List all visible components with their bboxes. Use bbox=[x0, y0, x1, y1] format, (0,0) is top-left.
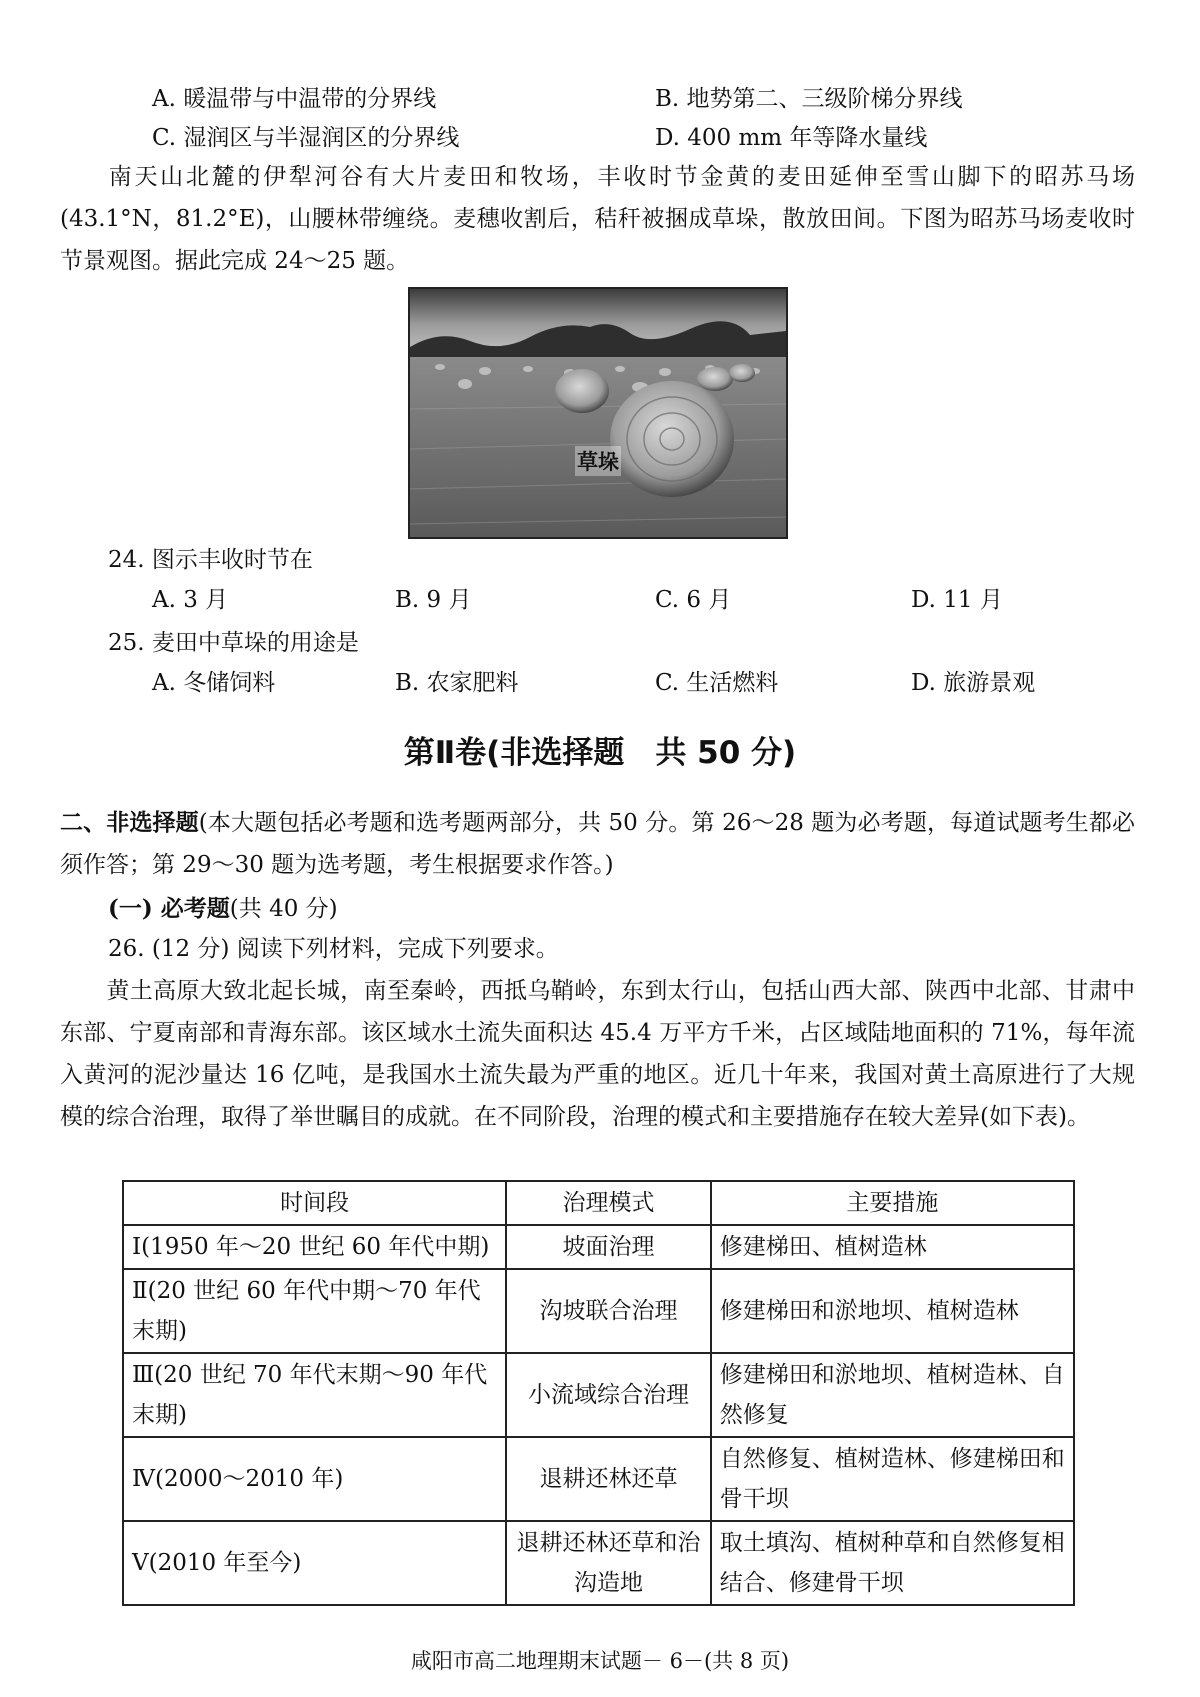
hay-field-illustration bbox=[410, 289, 786, 537]
governance-table bbox=[122, 1180, 1075, 1606]
section-title: 第Ⅱ卷(非选择题 共 50 分) bbox=[403, 735, 797, 771]
period-cell: Ⅰ(1950 年～20 世纪 60 年代中期) bbox=[123, 1225, 506, 1269]
header-mode: 治理模式 bbox=[506, 1181, 711, 1225]
mode-cell: 退耕还林还草和治沟造地 bbox=[506, 1521, 711, 1605]
mode-cell: 退耕还林还草 bbox=[506, 1437, 711, 1521]
q24-option-a: A. 3 月 bbox=[152, 587, 229, 613]
q25-option-d: D. 旅游景观 bbox=[911, 670, 1036, 696]
period-cell: Ⅳ(2000～2010 年) bbox=[123, 1437, 506, 1521]
part2-description bbox=[60, 802, 1135, 886]
header-period: 时间段 bbox=[123, 1181, 506, 1225]
required-points: (共 40 分) bbox=[229, 896, 338, 922]
q26-material-paragraph bbox=[60, 970, 1135, 1138]
mode-cell: 小流域综合治理 bbox=[506, 1353, 711, 1437]
table-row bbox=[123, 1269, 1074, 1353]
part2-description-text: (本大题包括必考题和选考题两部分，共 50 分。第 26～28 题为必考题，每道试题考生都必须作答；第 29～30 题为选考题，考生根据要求作答。) bbox=[60, 810, 1135, 878]
q24-stem: 24. 图示丰收时节在 bbox=[108, 547, 313, 573]
q24-option-d: D. 11 月 bbox=[911, 587, 1003, 613]
intro-24-25-text: 南天山北麓的伊犁河谷有大片麦田和牧场，丰收时节金黄的麦田延伸至雪山脚下的昭苏马场(43.1°N，81.2°E)，山腰林带缠绕。麦穗收割后，秸秆被捆成草垛，散放田间。下图为昭苏马场麦收时节景观图。据此完成 24～25 题。 bbox=[60, 164, 1135, 274]
measures-cell: 修建梯田和淤地坝、植树造林、自然修复 bbox=[711, 1353, 1074, 1437]
table-row bbox=[123, 1353, 1074, 1437]
q26-stem: 26. (12 分) 阅读下列材料，完成下列要求。 bbox=[108, 936, 559, 962]
period-cell: Ⅲ(20 世纪 70 年代末期～90 年代末期) bbox=[123, 1353, 506, 1437]
hay-bale-label: 草垛 bbox=[575, 446, 621, 476]
q24-option-b: B. 9 月 bbox=[395, 587, 472, 613]
q23-option-a: A. 暖温带与中温带的分界线 bbox=[152, 86, 437, 112]
q23-option-d: D. 400 mm 年等降水量线 bbox=[655, 125, 928, 151]
table-row bbox=[123, 1225, 1074, 1269]
q23-option-c: C. 湿润区与半湿润区的分界线 bbox=[152, 125, 460, 151]
measures-cell: 修建梯田和淤地坝、植树造林 bbox=[711, 1269, 1074, 1353]
mode-cell: 沟坡联合治理 bbox=[506, 1269, 711, 1353]
period-cell: Ⅴ(2010 年至今) bbox=[123, 1521, 506, 1605]
page-footer: 咸阳市高二地理期末试题－ 6－(共 8 页) bbox=[410, 1649, 790, 1673]
table-header-row bbox=[123, 1181, 1074, 1225]
q25-option-b: B. 农家肥料 bbox=[395, 670, 519, 696]
required-heading: (一) 必考题 bbox=[108, 895, 230, 922]
header-measures: 主要措施 bbox=[711, 1181, 1074, 1225]
measures-cell: 自然修复、植树造林、修建梯田和骨干坝 bbox=[711, 1437, 1074, 1521]
intro-24-25-paragraph bbox=[60, 156, 1135, 282]
period-cell: Ⅱ(20 世纪 60 年代中期～70 年代末期) bbox=[123, 1269, 506, 1353]
required-section-heading bbox=[108, 891, 338, 927]
q25-stem: 25. 麦田中草垛的用途是 bbox=[108, 630, 359, 656]
q23-option-b: B. 地势第二、三级阶梯分界线 bbox=[655, 86, 963, 112]
hay-bale-photo bbox=[408, 287, 788, 539]
table-row bbox=[123, 1437, 1074, 1521]
q25-option-a: A. 冬储饲料 bbox=[152, 670, 276, 696]
mode-cell: 坡面治理 bbox=[506, 1225, 711, 1269]
table-row bbox=[123, 1521, 1074, 1605]
q26-material-text: 黄土高原大致北起长城，南至秦岭，西抵乌鞘岭，东到太行山，包括山西大部、陕西中北部、甘肃中东部、宁夏南部和青海东部。该区域水土流失面积达 45.4 万平方千米，占区域陆地面积的 71%，每年流入黄河的泥沙量达 16 亿吨，是我国水土流失最为严重的地区。近几十年来，我国对黄土高原进行了大规模的综合治理，取得了举世瞩目的成就。在不同阶段，治理的模式和主要措施存在较大差异(如下表)。 bbox=[60, 978, 1135, 1130]
q24-option-c: C. 6 月 bbox=[655, 587, 732, 613]
part2-heading: 二、非选择题 bbox=[60, 809, 199, 836]
measures-cell: 取土填沟、植树种草和自然修复相结合、修建骨干坝 bbox=[711, 1521, 1074, 1605]
measures-cell: 修建梯田、植树造林 bbox=[711, 1225, 1074, 1269]
q25-option-c: C. 生活燃料 bbox=[655, 670, 779, 696]
